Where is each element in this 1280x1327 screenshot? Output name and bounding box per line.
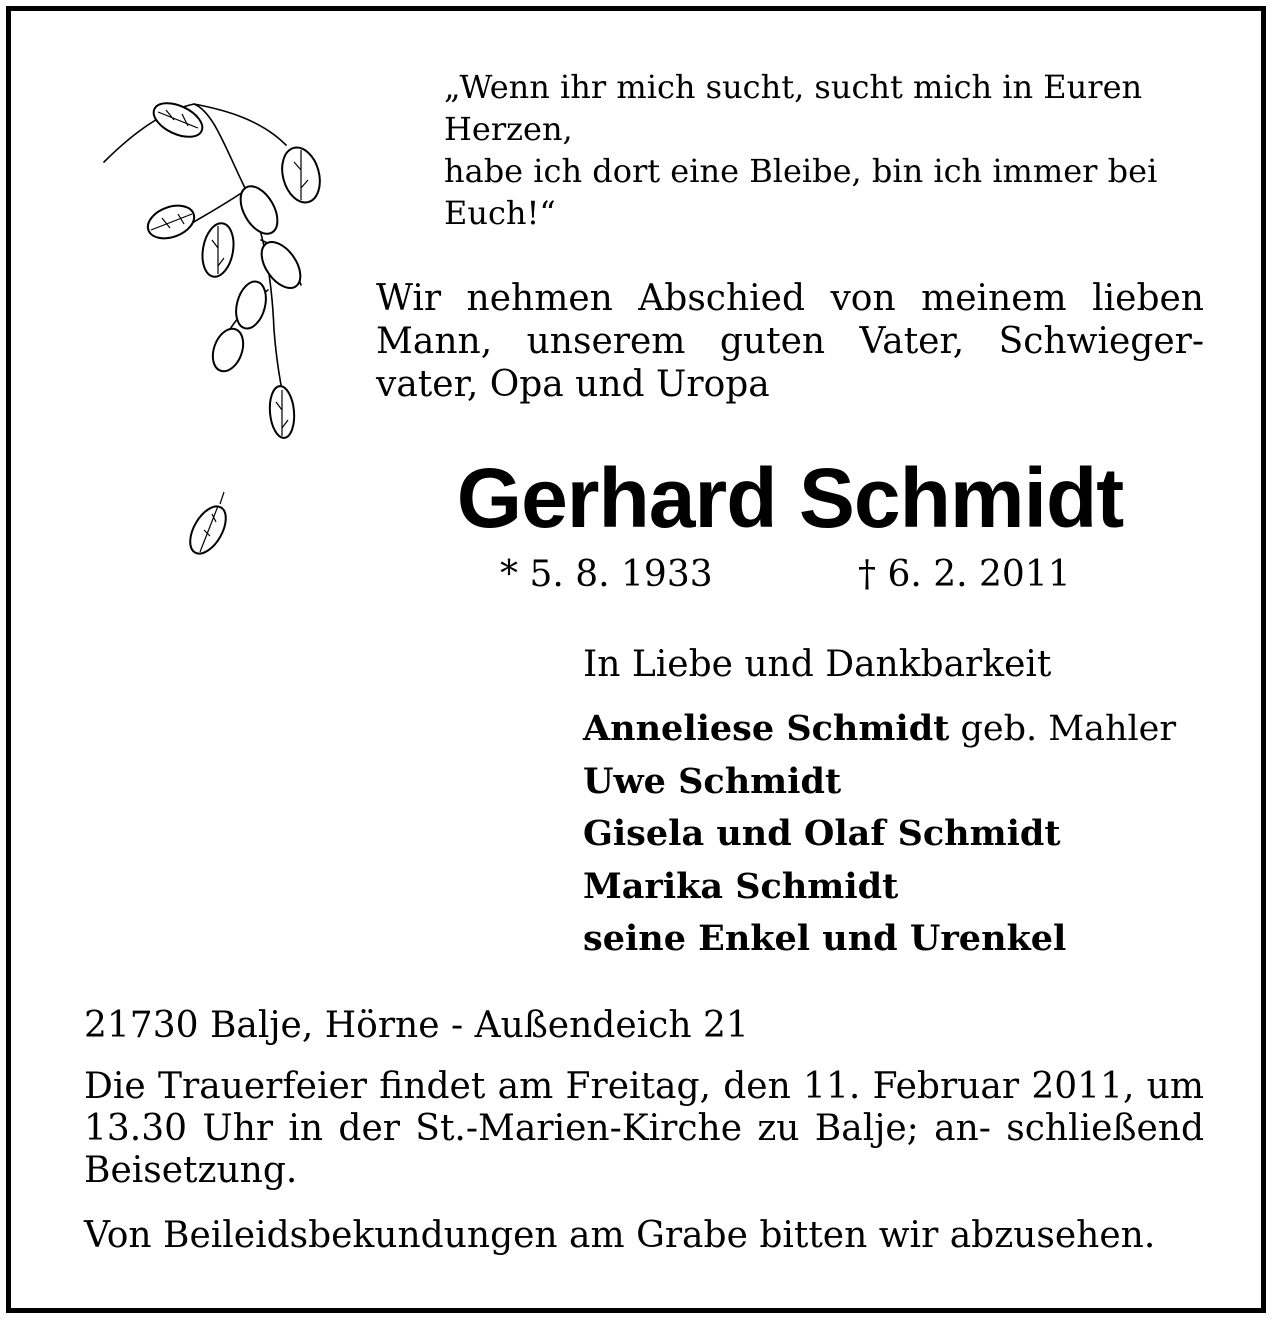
farewell-intro: Wir nehmen Abschied von meinem lieben Mann, unserem guten Vater, Schwieger- vater, Opa und Uropa <box>376 278 1204 405</box>
family-member-name: Uwe Schmidt <box>583 760 842 802</box>
family-list <box>583 703 1223 966</box>
family-member <box>583 756 1223 809</box>
funeral-service-info: Die Trauerfeier findet am Freitag, den 11. Februar 2011, um 13.30 Uhr in der St.-Marien-Kirche zu Balje; an- schließend Beisetzung. <box>84 1066 1204 1191</box>
family-member <box>583 913 1223 966</box>
family-member <box>583 808 1223 861</box>
family-member <box>583 861 1223 914</box>
family-member-note: geb. Mahler <box>949 709 1177 749</box>
love-gratitude-line: In Liebe und Dankbarkeit <box>583 644 1052 685</box>
family-member-name: Anneliese Schmidt <box>583 708 950 749</box>
family-member-name: Gisela und Olaf Schmidt <box>583 813 1061 854</box>
family-member <box>583 703 1223 756</box>
family-member-name: seine Enkel und Urenkel <box>583 918 1067 959</box>
memorial-quote: „Wenn ihr mich sucht, sucht mich in Euren Herzen, habe ich dort eine Bleibe, bin ich immer bei Euch!“ <box>444 68 1158 232</box>
death-date: † 6. 2. 2011 <box>858 554 1071 595</box>
condolence-note: Von Beileidsbekundungen am Grabe bitten wir abzusehen. <box>84 1215 1156 1256</box>
deceased-name: Gerhard Schmidt <box>456 451 1124 545</box>
falling-leaves-icon <box>96 90 326 590</box>
family-address: 21730 Balje, Hörne - Außendeich 21 <box>84 1005 749 1046</box>
birth-date: * 5. 8. 1933 <box>500 554 713 595</box>
family-member-name: Marika Schmidt <box>583 865 899 907</box>
